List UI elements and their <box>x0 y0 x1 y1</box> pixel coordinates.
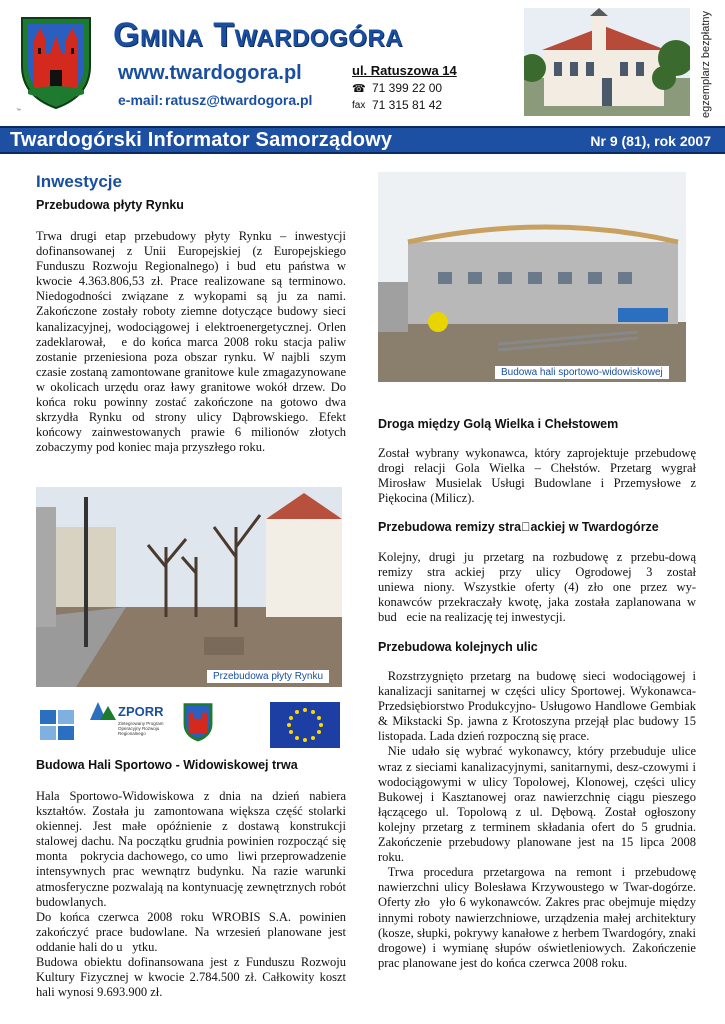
zporr-logo <box>90 702 170 736</box>
market-square-image <box>36 487 342 687</box>
issue-number: Nr 9 (81), rok 2007 <box>590 133 711 149</box>
paragraph: Kolejny, drugi ju przetarg na rozbudowę z przebu-dową remizy stra ackiej przy ulicy Ogrodowej 3 został uniewa niony. Wszystkie oferty (4) zło one przez wy-konawców przekraczały kwotę, jaka została zaplanowana w bud ecie na realizację tej inwestycji. <box>378 550 696 625</box>
article-body-sports-hall <box>36 789 346 1000</box>
article-title-sports-hall: Budowa Hali Sportowo - Widowiskowej trwa <box>36 758 298 772</box>
article-title-streets: Przebudowa kolejnych ulic <box>378 640 538 654</box>
article-body-fire-station <box>378 550 696 625</box>
sports-hall-image <box>378 172 686 382</box>
website-link[interactable]: www.twardogora.pl <box>118 62 302 84</box>
bulletin-title: Twardogórski Informator Samorządowy <box>10 129 393 151</box>
street-address: ul. Ratuszowa 14 <box>352 63 457 78</box>
zporr-subtitle: Zintegrowany Program Operacyjny Rozwoju Regionalnego <box>118 721 164 736</box>
article-title-fire-station: Przebudowa remizy stra ackiej w Twardogórze <box>378 520 659 534</box>
email-label: e-mail: <box>118 92 164 108</box>
paragraph:  Trwa procedura przetargowa na remont i przebudowę nawierzchni ulicy Bolesława Krzywoustego w Twar-dogórze. Oferty zło yło 6 wykonawców. Zakres prac obejmuje między innymi roboty nawierzchniowe, urządzenia małej architektury (kosze, słupki, pokrywy kanałowe z herbem Twardogóry, znaki drogowe) i wymianę słupów oświetleniowych. Zakończenie prac planowane jest do końca czerwca 2008 roku. <box>378 865 696 970</box>
masthead <box>0 0 725 126</box>
crest-mark: ™ <box>16 108 21 114</box>
market-square-photo <box>36 487 342 687</box>
zporr-icon <box>90 702 116 720</box>
article-title-market: Przebudowa płyty Rynku <box>36 198 184 212</box>
section-heading: Inwestycje <box>36 172 122 191</box>
photo-caption-market: Przebudowa płyty Rynku <box>207 670 329 683</box>
town-hall-photo <box>524 8 690 116</box>
article-body-streets <box>378 669 696 971</box>
coat-of-arms-icon <box>16 14 96 110</box>
paragraph:  Nie udało się wybrać wykonawcy, który przebuduje ulice wraz z sieciami kanalizacyjnymi, sanitarnymi, desz-czowymi i wodociągowymi w ulicy Topolowej, Klonowej, części ulicy Bukowej i Kasztanowej oraz nawierzchnię ciągu pieszego łączącego ul. Topolową z ul. Dębową. Został ogłoszony kolejny przetarg z terminem składania ofert do 5 grudnia. Zakończenie przebudowy planowane jest na 15 lipca 2008 roku. <box>378 744 696 865</box>
free-copy-label: egzemplarz bezpłatny <box>700 10 712 118</box>
article-body-road <box>378 446 696 506</box>
article-title-road: Droga między Golą Wielka i Chełstowem <box>378 417 619 431</box>
eu-puzzle-logo-icon <box>36 704 78 746</box>
title-banner <box>0 126 725 154</box>
fax-label: fax <box>352 99 366 111</box>
zporr-label: ZPORR <box>118 704 164 719</box>
paragraph:  Rozstrzygnięto przetarg na budowę sieci wodociągowej i kanalizacji sanitarnej w części ulicy Sportowej. Wykonawca- Przedsiębiorstwo Produkcyjno- Usługowo Handlowe Gembiak & Mikstacki Sp. jawna z Krotoszyna przejął plac budowy 15 listopada. Lada dzień rozpoczną się prace. <box>378 669 696 744</box>
funding-logos <box>36 700 341 750</box>
sports-hall-photo <box>378 172 686 382</box>
paragraph: Do końca czerwca 2008 roku WROBIS S.A. powinien zakończyć prace budowlane. Na wrzesień planowane jest oddanie hali do u ytku. <box>36 909 346 954</box>
paragraph: Trwa drugi etap przebudowy płyty Rynku – inwestycji dofinansowanej z Unii Europejskiej (z Europejskiego Funduszu Rozwoju Regionalnego) i bud etu państwa w kwocie 4.363.806,53 zł. Prace realizowane są terminowo. Niedogodności związane z wykopami są ju za nami. Zakończone zostały roboty ziemne dotyczące budowy sieci kanalizacyjnej, wodociągowej i elektroenergetycznej. Orlen zadeklarował,  e do końca marca 2008 roku stacja paliw zostanie przeniesiona poza obszar rynku. W najbli szym czasie zostaną zamontowane granitowe kule zmagazynowane w okolicach urzędu oraz ławy granitowe wokół drzew. Do końca roku powinny zostać zakończone na gotowo dwa skrzydła Rynku od strony ulicy Dąbrowskiego. Efekt końcowy zainwestowanych prawie 6 milionów złotych zobaczymy pod koniec maja przyszłego roku. <box>36 229 346 455</box>
article-body-market <box>36 229 346 455</box>
fax-number: 71 315 81 42 <box>372 98 443 112</box>
municipality-title: Gmina Twardogóra <box>113 16 403 54</box>
email-link[interactable]: ratusz@twardogora.pl <box>165 92 313 108</box>
phone-number: 71 399 22 00 <box>372 81 443 95</box>
paragraph: Budowa obiektu dofinansowana jest z Funduszu Rozwoju Kultury Fizycznej w kwocie 2.784.500 zł. Całkowity koszt hali wynosi 9.693.900 zł. <box>36 955 346 1000</box>
phone-icon: ☎ <box>352 82 366 95</box>
phone-row <box>352 81 457 95</box>
paragraph: Hala Sportowo-Widowiskowa z dnia na dzień nabiera kształtów. Została ju zamontowana większa część stolarki okiennej. Jest małe opóźnienie z dostawą konstrukcji stalowej dachu. Na początku grudnia powinien rozpocząć się monta  pokrycia dachowego, co umo liwi przeprowadzenie intensywnych prac wewnątrz budynku. Na razie warunki atmosferyczne pozwalają na kontynuację zewnętrznych robót budowlanych. <box>36 789 346 909</box>
fax-row <box>352 98 457 112</box>
eu-flag-icon <box>270 702 340 748</box>
coat-of-arms-small-icon <box>181 700 215 744</box>
paragraph: Został wybrany wykonawca, który zaprojektuje przebudowę drogi relacji Gola Wielka – Chełstów. Przetarg wygrał Mirosław Musielak Usługi Budowlane i Przemysłowe z Piękocina (Milicz). <box>378 446 696 506</box>
contact-block <box>352 63 457 112</box>
photo-caption-sports-hall: Budowa hali sportowo-widowiskowej <box>495 366 669 379</box>
